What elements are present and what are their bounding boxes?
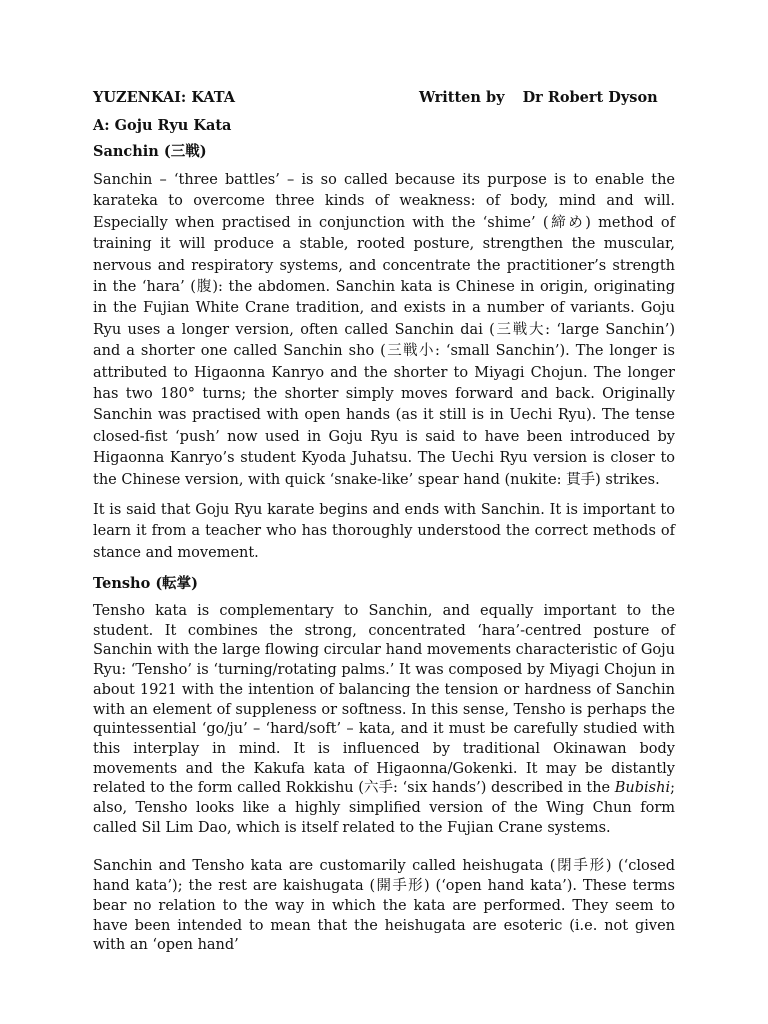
tensho-paragraph-1-part-b: ; also, Tensho looks like a highly simplified version of the Wing Chun form called Sil Lim Dao, which is itself related to the Fujian Crane systems. bbox=[93, 780, 675, 836]
document-page bbox=[93, 88, 675, 956]
sanchin-heading: Sanchin (三戦) bbox=[93, 143, 207, 160]
sanchin-paragraph-1: Sanchin – ‘three battles’ – is so called because its purpose is to enable the karateka to overcome three kinds of weakness: of body, mind and will. Especially when practised in conjunction with the ‘shime’ (締め) method of training it will produce a stable, rooted posture, strengthen the muscular, nervous and respiratory systems, and concentrate the practitioner’s strength in the ‘hara’ (腹): the abdomen. Sanchin kata is Chinese in origin, originating in the Fujian White Crane tradition, and exists in a number of variants. Goju Ryu uses a longer version, often called Sanchin dai (三戦大: ‘large Sanchin’) and a shorter one called Sanchin sho (三戦小: ‘small Sanchin’). The longer is attributed to Higaonna Kanryo and the shorter to Miyagi Chojun. The longer has two 180° turns; the shorter simply moves forward and back. Originally Sanchin was practised with open hands (as it still is in Uechi Ryu). The tense closed-fist ‘push’ now used in Goju Ryu is said to have been introduced by Higaonna Kanryo’s student Kyoda Juhatsu. The Uechi Ryu version is closer to the Chinese version, with quick ‘snake-like’ spear hand (nukite: 貫手) strikes. bbox=[93, 172, 675, 488]
bubishi-title: Bubishi bbox=[614, 780, 671, 797]
sanchin-paragraph-2: It is said that Goju Ryu karate begins and ends with Sanchin. It is important to learn it from a teacher who has thoroughly understood the correct methods of stance and movement. bbox=[93, 502, 675, 561]
byline bbox=[419, 88, 658, 108]
document-header bbox=[93, 88, 675, 110]
written-by-label: Written by bbox=[419, 89, 505, 106]
tensho-paragraph-1 bbox=[93, 602, 675, 838]
tensho-heading: Tensho (転掌) bbox=[93, 574, 199, 592]
tensho-paragraph-1-part-a: Tensho kata is complementary to Sanchin, and equally important to the student. It combines the strong, concentrated ‘hara’-centred posture of Sanchin with the large flowing circular hand movements characteristic of Goju Ryu: ‘Tensho’ is ‘turning/rotating palms.’ It was composed by Miyagi Chojun in about 1921 with the intention of balancing the tension or hardness of Sanchin with an element of suppleness or softness. In this sense, Tensho is perhaps the quintessential ‘go/ju’ – ‘hard/soft’ – kata, and it must be carefully studied with this interplay in mind. It is influenced by traditional Okinawan body movements and the Kakufa kata of Higaonna/Gokenki. It may be distantly related to the form called Rokkishu (六手: ‘six hands’) described in the bbox=[93, 602, 675, 797]
author-name: Dr Robert Dyson bbox=[522, 89, 658, 106]
section-title: A: Goju Ryu Kata bbox=[93, 117, 232, 134]
tensho-paragraph-2: Sanchin and Tensho kata are customarily called heishugata (閉手形) (‘closed hand kata’); the rest are kaishugata (開手形) (‘open hand kata’). These terms bear no relation to the way in which the kata are performed. They seem to have been intended to mean that the heishugata are esoteric (i.e. not given with an ‘open hand’ bbox=[93, 858, 675, 954]
document-title: YUZENKAI: KATA bbox=[93, 89, 236, 106]
